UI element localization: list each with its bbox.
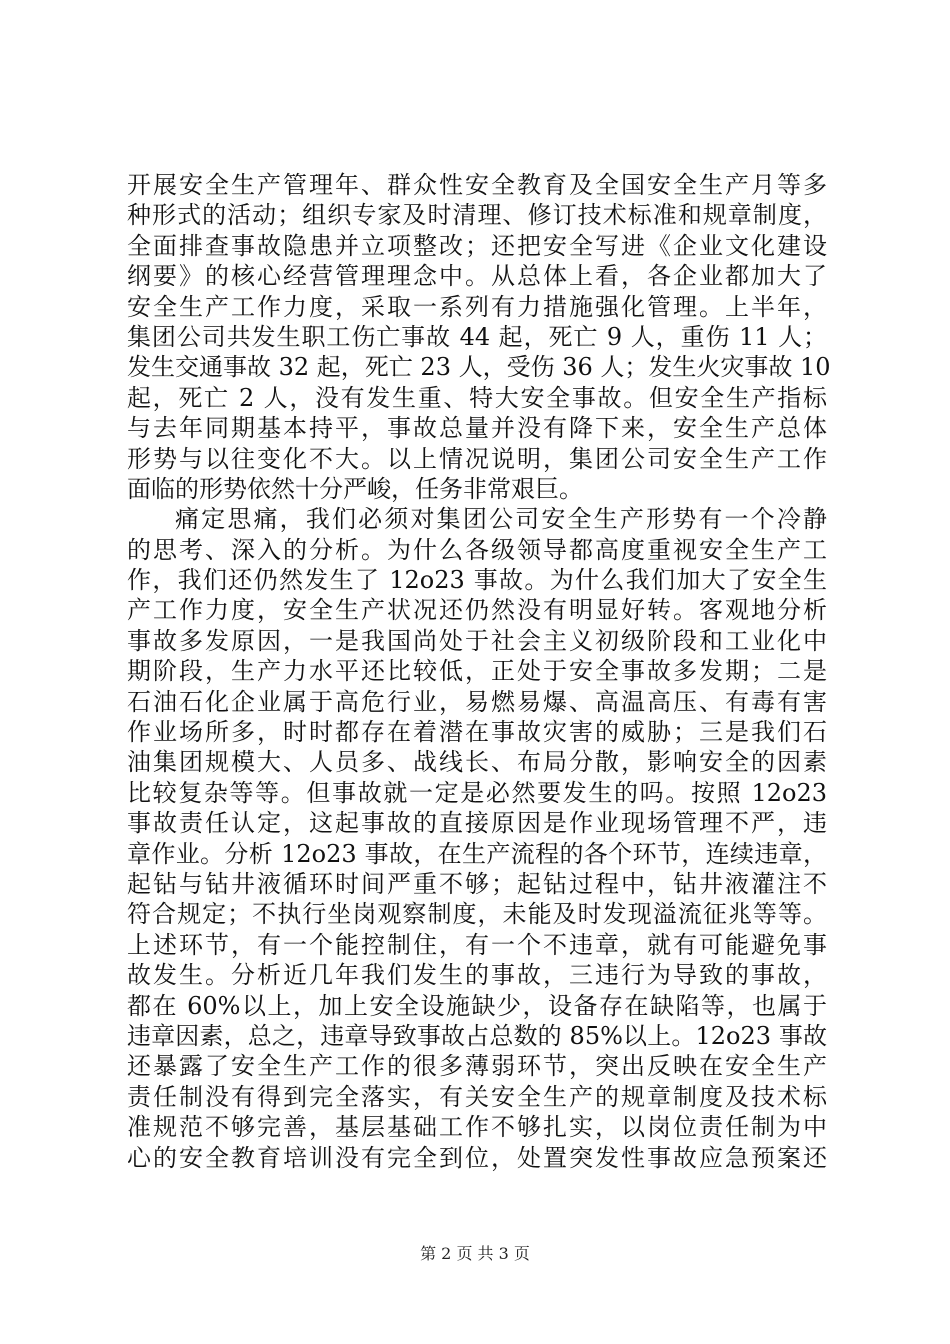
text-line: 作，我们还仍然发生了 12o23 事故。为什么我们加大了安全生 — [127, 566, 827, 595]
text-line: 面临的形势依然十分严峻，任务非常艰巨。 — [127, 474, 583, 503]
text-line: 还暴露了安全生产工作的很多薄弱环节，突出反映在安全生产 — [127, 1052, 827, 1081]
text-line: 开展安全生产管理年、群众性安全教育及全国安全生产月等多 — [127, 171, 827, 199]
paragraph-start-line: 痛定思痛，我们必须对集团公司安全生产形势有一个冷静 — [175, 505, 827, 534]
text-line: 准规范不够完善，基层基础工作不够扎实，以岗位责任制为中 — [127, 1113, 827, 1142]
text-line: 责任制没有得到完全落实，有关安全生产的规章制度及技术标 — [127, 1082, 827, 1111]
text-line: 事故多发原因，一是我国尚处于社会主义初级阶段和工业化中 — [127, 626, 827, 655]
text-line: 符合规定；不执行坐岗观察制度，未能及时发现溢流征兆等等。 — [127, 900, 827, 929]
text-line: 安全生产工作力度，采取一系列有力措施强化管理。上半年， — [127, 292, 827, 321]
text-line: 发生交通事故 32 起，死亡 23 人，受伤 36 人；发生火灾事故 10 — [127, 353, 831, 382]
text-line: 与去年同期基本持平，事故总量并没有降下来，安全生产总体 — [127, 414, 827, 443]
text-line: 比较复杂等等。但事故就一定是必然要发生的吗。按照 12o23 — [127, 778, 827, 807]
text-line: 事故责任认定，这起事故的直接原因是作业现场管理不严，违 — [127, 809, 827, 838]
text-line: 都在 60%以上，加上安全设施缺少，设备存在缺陷等，也属于 — [127, 991, 827, 1020]
text-line: 全面排查事故隐患并立项整改；还把安全写进《企业文化建设 — [127, 231, 827, 260]
text-line: 期阶段，生产力水平还比较低，正处于安全事故多发期；二是 — [127, 657, 827, 686]
page-footer — [0, 1244, 950, 1264]
text-line: 章作业。分析 12o23 事故，在生产流程的各个环节，连续违章， — [127, 839, 827, 868]
text-line: 起，死亡 2 人，没有发生重、特大安全事故。但安全生产指标 — [127, 383, 827, 412]
page-number: 第 2 页 共 3 页 — [420, 1244, 530, 1263]
text-line: 起钻与钻井液循环时间严重不够；起钻过程中，钻井液灌注不 — [127, 869, 827, 898]
text-line: 故发生。分析近几年我们发生的事故，三违行为导致的事故， — [127, 961, 827, 990]
text-line: 作业场所多，时时都存在着潜在事故灾害的威胁；三是我们石 — [127, 718, 827, 747]
text-line: 种形式的活动；组织专家及时清理、修订技术标准和规章制度， — [127, 201, 827, 230]
body-text — [127, 170, 831, 1173]
text-line: 违章因素，总之，违章导致事故占总数的 85%以上。12o23 事故 — [127, 1021, 827, 1050]
text-line: 油集团规模大、人员多、战线长、布局分散，影响安全的因素 — [127, 748, 827, 777]
text-line: 产工作力度，安全生产状况还仍然没有明显好转。客观地分析 — [127, 596, 827, 625]
text-line: 纲要》的核心经营管理理念中。从总体上看，各企业都加大了 — [127, 262, 827, 291]
text-line: 上述环节，有一个能控制住，有一个不违章，就有可能避免事 — [127, 930, 827, 959]
text-line: 的思考、深入的分析。为什么各级领导都高度重视安全生产工 — [127, 535, 827, 564]
text-line: 心的安全教育培训没有完全到位，处置突发性事故应急预案还 — [127, 1143, 827, 1172]
text-line: 石油石化企业属于高危行业，易燃易爆、高温高压、有毒有害 — [127, 687, 827, 716]
text-line: 形势与以往变化不大。以上情况说明，集团公司安全生产工作 — [127, 444, 827, 473]
text-line: 集团公司共发生职工伤亡事故 44 起，死亡 9 人，重伤 11 人； — [127, 322, 827, 351]
